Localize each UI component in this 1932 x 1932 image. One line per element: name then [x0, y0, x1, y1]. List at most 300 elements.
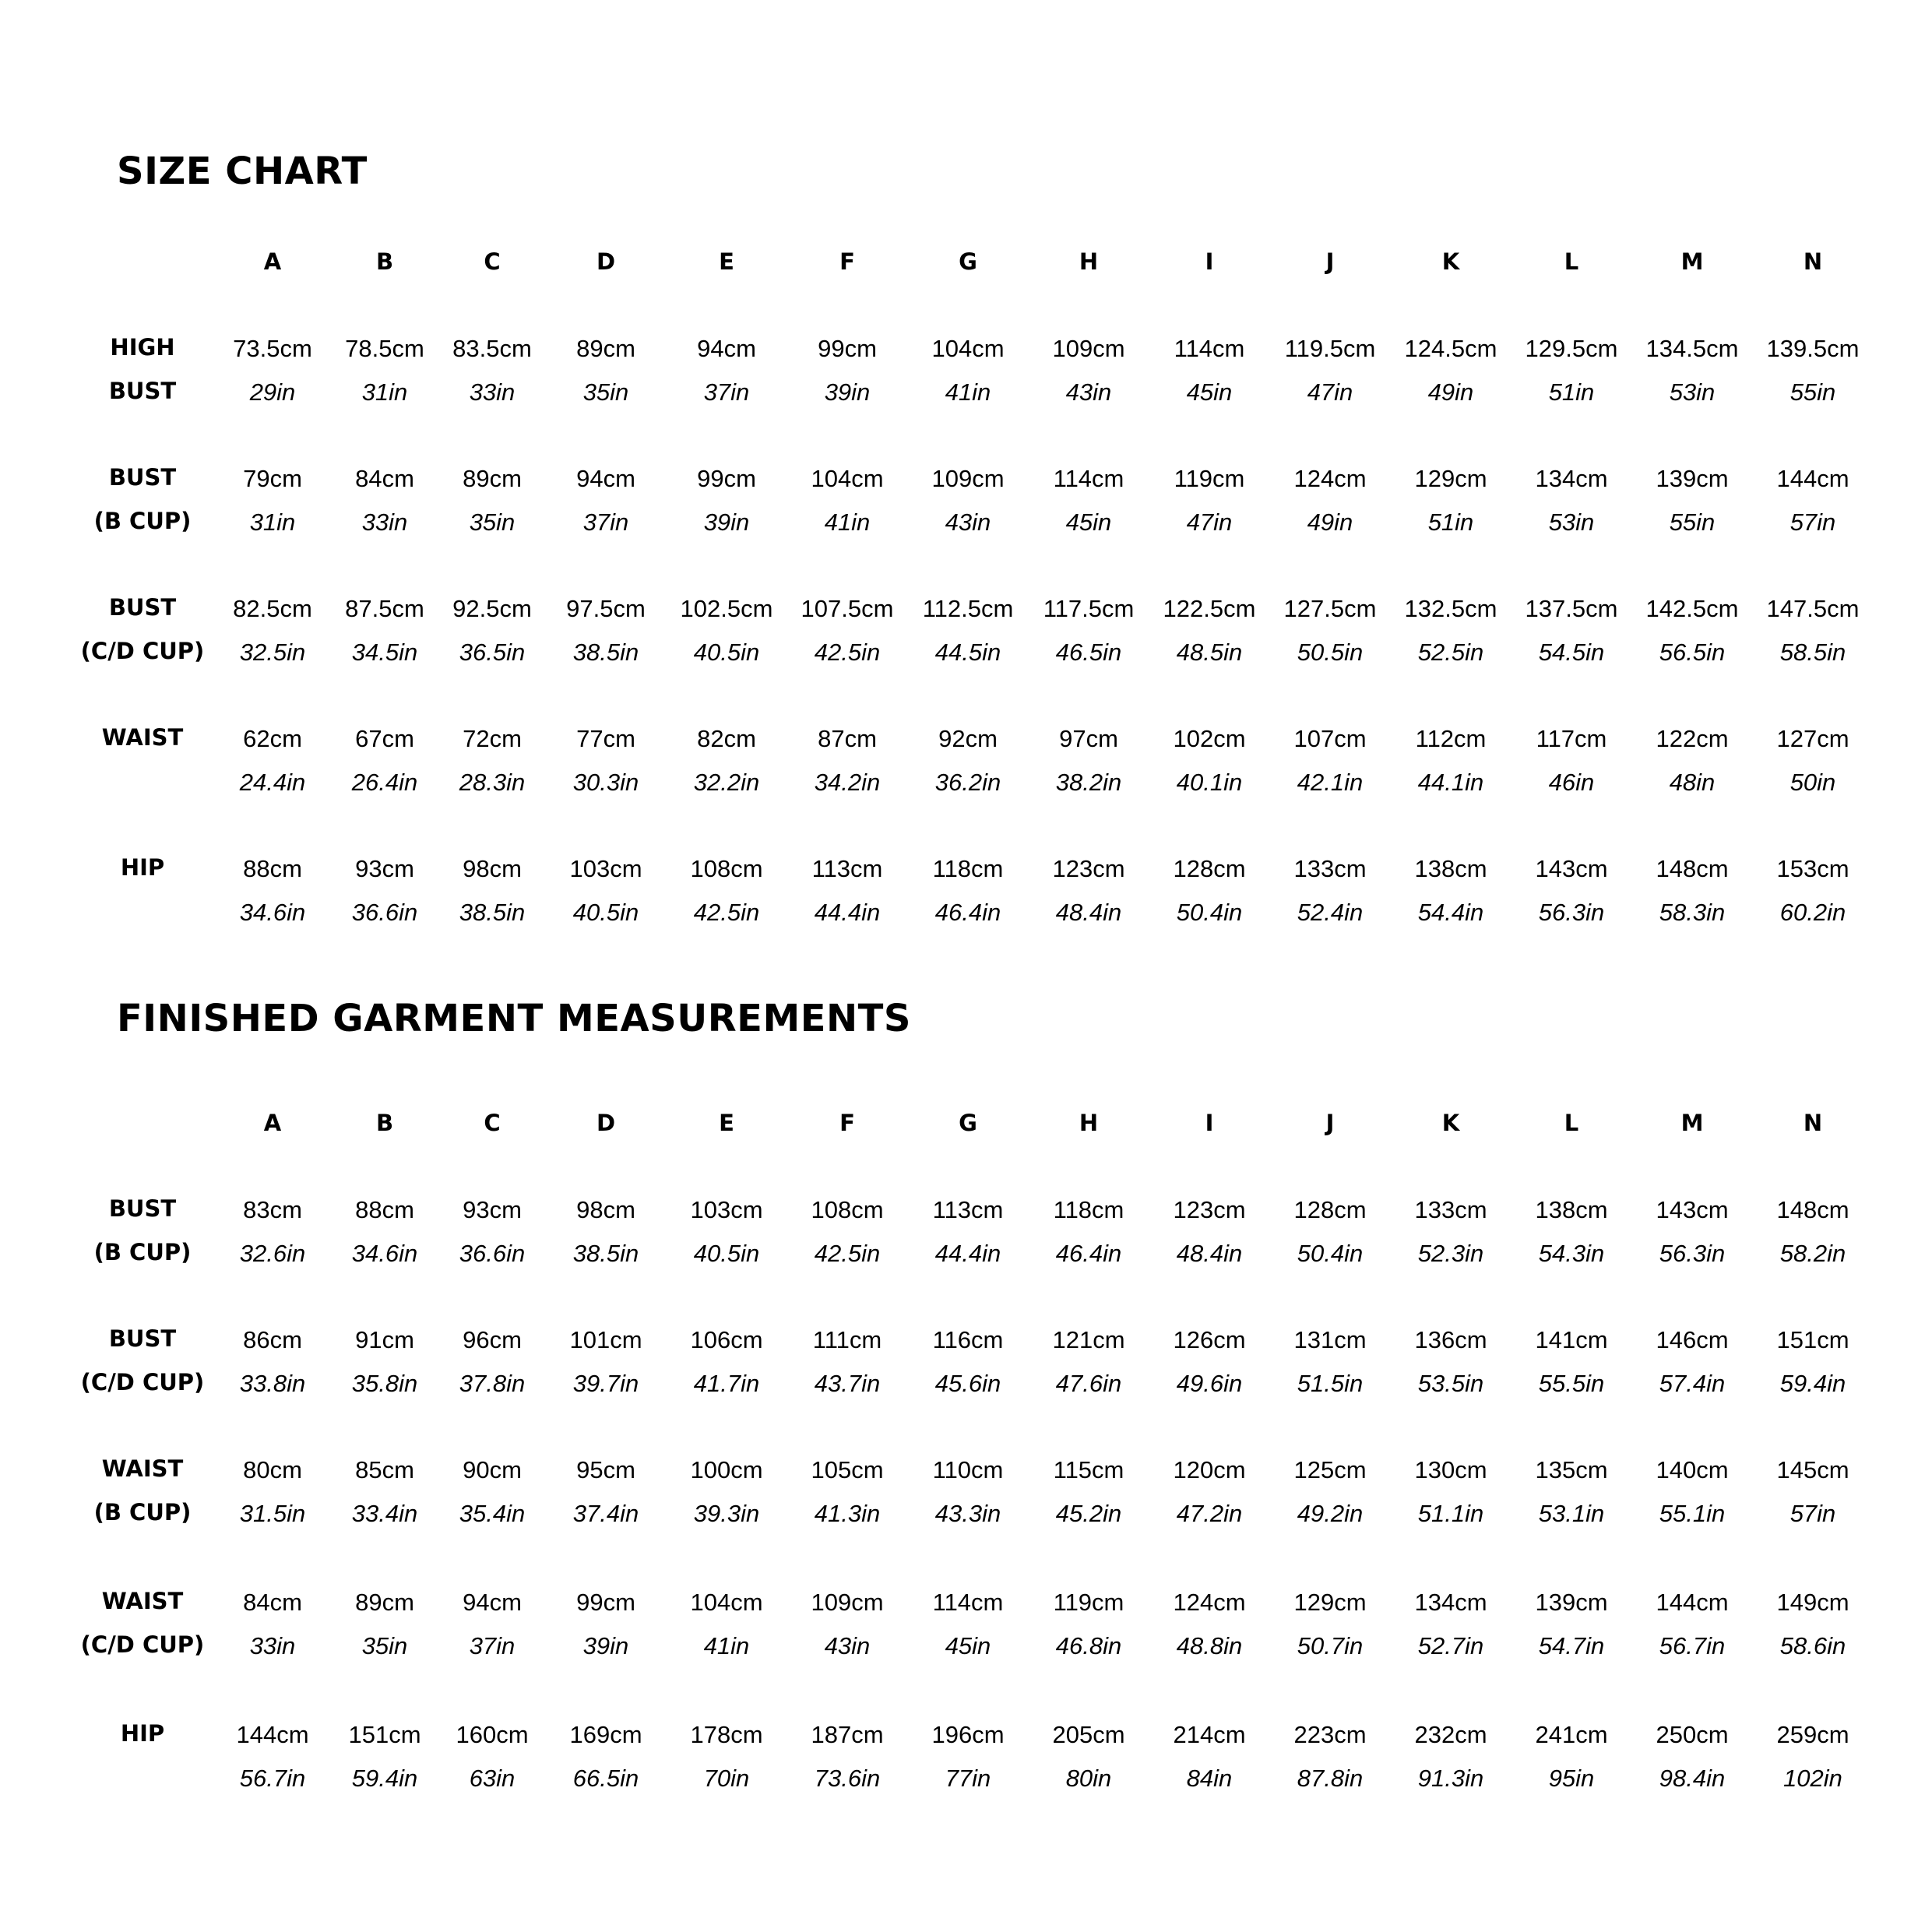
- inch-value: 38.5in: [572, 1240, 639, 1267]
- inch-value: 44.1in: [1417, 769, 1484, 796]
- cm-value: 111cm: [812, 1326, 882, 1353]
- cm-value: 138cm: [1535, 1196, 1608, 1223]
- inch-value: 33in: [249, 1632, 296, 1659]
- cm-value: 223cm: [1293, 1721, 1367, 1748]
- inch-value: 56.5in: [1659, 639, 1726, 666]
- column-header-a: A: [263, 1110, 282, 1136]
- cm-value: 127cm: [1776, 725, 1849, 752]
- row-label: BUST: [108, 464, 177, 491]
- cm-value: 117.5cm: [1043, 595, 1135, 622]
- inch-value: 52.3in: [1417, 1240, 1484, 1267]
- cm-value: 88cm: [355, 1196, 414, 1223]
- cm-value: 116cm: [932, 1326, 1004, 1353]
- cm-value: 89cm: [355, 1589, 414, 1616]
- inch-value: 52.5in: [1417, 639, 1484, 666]
- cm-value: 259cm: [1776, 1721, 1849, 1748]
- cm-value: 113cm: [932, 1196, 1004, 1223]
- inch-value: 40.5in: [693, 639, 760, 666]
- column-header-f: F: [839, 248, 855, 275]
- cm-value: 94cm: [697, 335, 756, 362]
- cm-value: 99cm: [697, 465, 756, 492]
- finished-garment-title: FINISHED GARMENT MEASUREMENTS: [117, 997, 911, 1040]
- inch-value: 26.4in: [351, 769, 418, 796]
- cm-value: 119cm: [1174, 465, 1245, 492]
- inch-value: 98.4in: [1659, 1765, 1726, 1792]
- cm-value: 103cm: [569, 855, 642, 882]
- cm-value: 87cm: [818, 725, 877, 752]
- cm-value: 160cm: [456, 1721, 529, 1748]
- row-label: WAIST: [101, 1588, 184, 1614]
- column-header-e: E: [719, 248, 734, 275]
- cm-value: 108cm: [690, 855, 763, 882]
- cm-value: 126cm: [1173, 1326, 1246, 1353]
- inch-value: 53.5in: [1417, 1370, 1484, 1397]
- cm-value: 139.5cm: [1766, 335, 1860, 362]
- inch-value: 91.3in: [1417, 1765, 1484, 1792]
- inch-value: 46.4in: [1055, 1240, 1122, 1267]
- inch-value: 38.5in: [459, 899, 526, 926]
- cm-value: 92.5cm: [452, 595, 532, 622]
- inch-value: 53.1in: [1538, 1500, 1605, 1527]
- inch-value: 39.3in: [693, 1500, 760, 1527]
- cm-value: 132.5cm: [1404, 595, 1497, 622]
- row-label: (B CUP): [93, 1499, 192, 1526]
- cm-value: 83.5cm: [452, 335, 532, 362]
- inch-value: 39in: [824, 378, 871, 406]
- inch-value: 38.5in: [572, 639, 639, 666]
- column-header-b: B: [375, 1110, 394, 1136]
- cm-value: 86cm: [243, 1326, 302, 1353]
- cm-value: 90cm: [463, 1456, 522, 1483]
- cm-value: 113cm: [811, 855, 883, 882]
- cm-value: 80cm: [243, 1456, 302, 1483]
- inch-value: 41.3in: [814, 1500, 881, 1527]
- inch-value: 56.3in: [1538, 899, 1605, 926]
- inch-value: 80in: [1065, 1765, 1112, 1792]
- inch-value: 34.6in: [351, 1240, 418, 1267]
- row-label: BUST: [108, 1325, 177, 1352]
- inch-value: 46.8in: [1055, 1632, 1122, 1659]
- cm-value: 145cm: [1776, 1456, 1849, 1483]
- inch-value: 57in: [1789, 509, 1836, 536]
- cm-value: 104cm: [690, 1589, 763, 1616]
- cm-value: 118cm: [932, 855, 1004, 882]
- cm-value: 187cm: [811, 1721, 884, 1748]
- inch-value: 32.2in: [693, 769, 760, 796]
- inch-value: 59.4in: [351, 1765, 418, 1792]
- cm-value: 169cm: [569, 1721, 642, 1748]
- inch-value: 66.5in: [572, 1765, 639, 1792]
- cm-value: 129cm: [1293, 1589, 1367, 1616]
- inch-value: 54.5in: [1538, 639, 1605, 666]
- inch-value: 34.5in: [351, 639, 418, 666]
- cm-value: 108cm: [811, 1196, 884, 1223]
- inch-value: 28.3in: [459, 769, 526, 796]
- cm-value: 122cm: [1656, 725, 1729, 752]
- row-label: (C/D CUP): [80, 638, 205, 664]
- column-header-g: G: [959, 248, 977, 275]
- inch-value: 37in: [703, 378, 750, 406]
- inch-value: 40.5in: [693, 1240, 760, 1267]
- cm-value: 79cm: [243, 465, 302, 492]
- inch-value: 47.6in: [1055, 1370, 1122, 1397]
- cm-value: 100cm: [690, 1456, 763, 1483]
- inch-value: 73.6in: [814, 1765, 881, 1792]
- cm-value: 232cm: [1414, 1721, 1487, 1748]
- cm-value: 135cm: [1535, 1456, 1608, 1483]
- inch-value: 46.5in: [1055, 639, 1122, 666]
- cm-value: 144cm: [1776, 465, 1849, 492]
- inch-value: 58.2in: [1779, 1240, 1846, 1267]
- cm-value: 139cm: [1656, 465, 1729, 492]
- cm-value: 98cm: [576, 1196, 635, 1223]
- row-label: (B CUP): [93, 1239, 192, 1265]
- cm-value: 109cm: [1052, 335, 1125, 362]
- row-label: (B CUP): [93, 508, 192, 534]
- cm-value: 133cm: [1293, 855, 1367, 882]
- column-header-e: E: [719, 1110, 734, 1136]
- column-header-c: C: [484, 248, 501, 275]
- cm-value: 89cm: [463, 465, 522, 492]
- cm-value: 148cm: [1656, 855, 1729, 882]
- row-label: (C/D CUP): [80, 1631, 205, 1658]
- cm-value: 109cm: [931, 465, 1005, 492]
- cm-value: 87.5cm: [345, 595, 424, 622]
- column-header-m: M: [1680, 248, 1704, 275]
- cm-value: 112.5cm: [922, 595, 1014, 622]
- inch-value: 45in: [945, 1632, 991, 1659]
- inch-value: 70in: [703, 1765, 750, 1792]
- cm-value: 128cm: [1293, 1196, 1367, 1223]
- cm-value: 115cm: [1053, 1456, 1124, 1483]
- inch-value: 42.5in: [814, 639, 881, 666]
- inch-value: 38.2in: [1055, 769, 1122, 796]
- column-header-j: J: [1325, 1110, 1335, 1136]
- inch-value: 45in: [1065, 509, 1112, 536]
- inch-value: 43.3in: [934, 1500, 1001, 1527]
- cm-value: 143cm: [1656, 1196, 1729, 1223]
- cm-value: 124cm: [1293, 465, 1367, 492]
- inch-value: 53in: [1548, 509, 1595, 536]
- inch-value: 47.2in: [1176, 1500, 1243, 1527]
- inch-value: 35in: [361, 1632, 408, 1659]
- cm-value: 99cm: [576, 1589, 635, 1616]
- cm-value: 131cm: [1293, 1326, 1367, 1353]
- cm-value: 134cm: [1414, 1589, 1487, 1616]
- inch-value: 43.7in: [814, 1370, 881, 1397]
- inch-value: 46.4in: [934, 899, 1001, 926]
- cm-value: 78.5cm: [345, 335, 424, 362]
- cm-value: 143cm: [1535, 855, 1608, 882]
- inch-value: 50.7in: [1297, 1632, 1364, 1659]
- inch-value: 51.5in: [1297, 1370, 1364, 1397]
- cm-value: 146cm: [1656, 1326, 1729, 1353]
- inch-value: 84in: [1186, 1765, 1233, 1792]
- inch-value: 48in: [1669, 769, 1716, 796]
- row-label: (C/D CUP): [80, 1369, 205, 1395]
- cm-value: 196cm: [931, 1721, 1005, 1748]
- cm-value: 112cm: [1415, 725, 1487, 752]
- inch-value: 58.5in: [1779, 639, 1846, 666]
- cm-value: 118cm: [1053, 1196, 1124, 1223]
- cm-value: 82cm: [697, 725, 756, 752]
- inch-value: 50in: [1789, 769, 1836, 796]
- inch-value: 48.4in: [1176, 1240, 1243, 1267]
- cm-value: 123cm: [1173, 1196, 1246, 1223]
- inch-value: 45in: [1186, 378, 1233, 406]
- column-header-i: I: [1205, 248, 1214, 275]
- cm-value: 129.5cm: [1525, 335, 1618, 362]
- inch-value: 51in: [1427, 509, 1474, 536]
- cm-value: 114cm: [1053, 465, 1124, 492]
- cm-value: 114cm: [1174, 335, 1245, 362]
- inch-value: 51.1in: [1417, 1500, 1484, 1527]
- cm-value: 98cm: [463, 855, 522, 882]
- cm-value: 114cm: [932, 1589, 1004, 1616]
- cm-value: 93cm: [355, 855, 414, 882]
- cm-value: 82.5cm: [233, 595, 312, 622]
- inch-value: 50.5in: [1297, 639, 1364, 666]
- cm-value: 91cm: [355, 1326, 414, 1353]
- column-header-h: H: [1079, 248, 1099, 275]
- inch-value: 41in: [945, 378, 991, 406]
- inch-value: 43in: [1065, 378, 1112, 406]
- cm-value: 178cm: [690, 1721, 763, 1748]
- cm-value: 119cm: [1053, 1589, 1124, 1616]
- row-label: WAIST: [101, 724, 184, 751]
- inch-value: 34.2in: [814, 769, 881, 796]
- inch-value: 48.8in: [1176, 1632, 1243, 1659]
- inch-value: 32.6in: [239, 1240, 306, 1267]
- inch-value: 49.6in: [1176, 1370, 1243, 1397]
- cm-value: 130cm: [1414, 1456, 1487, 1483]
- inch-value: 48.4in: [1055, 899, 1122, 926]
- cm-value: 125cm: [1293, 1456, 1367, 1483]
- inch-value: 47in: [1307, 378, 1353, 406]
- inch-value: 40.1in: [1176, 769, 1243, 796]
- column-header-m: M: [1680, 1110, 1704, 1136]
- cm-value: 117cm: [1536, 725, 1607, 752]
- inch-value: 39in: [703, 509, 750, 536]
- cm-value: 138cm: [1414, 855, 1487, 882]
- cm-value: 88cm: [243, 855, 302, 882]
- cm-value: 142.5cm: [1645, 595, 1739, 622]
- cm-value: 105cm: [811, 1456, 884, 1483]
- cm-value: 83cm: [243, 1196, 302, 1223]
- cm-value: 93cm: [463, 1196, 522, 1223]
- cm-value: 103cm: [690, 1196, 763, 1223]
- inch-value: 43in: [824, 1632, 871, 1659]
- cm-value: 104cm: [931, 335, 1005, 362]
- inch-value: 35.4in: [459, 1500, 526, 1527]
- cm-value: 136cm: [1414, 1326, 1487, 1353]
- inch-value: 54.7in: [1538, 1632, 1605, 1659]
- inch-value: 32.5in: [239, 639, 306, 666]
- inch-value: 63in: [469, 1765, 516, 1792]
- row-label: HIP: [120, 854, 165, 881]
- cm-value: 67cm: [355, 725, 414, 752]
- cm-value: 137.5cm: [1525, 595, 1618, 622]
- inch-value: 45.6in: [934, 1370, 1001, 1397]
- cm-value: 102.5cm: [680, 595, 773, 622]
- inch-value: 47in: [1186, 509, 1233, 536]
- inch-value: 49.2in: [1297, 1500, 1364, 1527]
- inch-value: 39in: [582, 1632, 629, 1659]
- cm-value: 84cm: [355, 465, 414, 492]
- inch-value: 31in: [361, 378, 408, 406]
- cm-value: 241cm: [1535, 1721, 1608, 1748]
- cm-value: 121cm: [1052, 1326, 1125, 1353]
- inch-value: 37in: [582, 509, 629, 536]
- inch-value: 55.5in: [1538, 1370, 1605, 1397]
- column-header-d: D: [596, 248, 616, 275]
- cm-value: 85cm: [355, 1456, 414, 1483]
- row-label: HIP: [120, 1720, 165, 1747]
- inch-value: 44.4in: [934, 1240, 1001, 1267]
- cm-value: 134cm: [1535, 465, 1608, 492]
- inch-value: 33.8in: [239, 1370, 306, 1397]
- inch-value: 87.8in: [1297, 1765, 1364, 1792]
- column-header-n: N: [1803, 1110, 1823, 1136]
- cm-value: 84cm: [243, 1589, 302, 1616]
- inch-value: 60.2in: [1779, 899, 1846, 926]
- inch-value: 36.5in: [459, 639, 526, 666]
- inch-value: 46in: [1548, 769, 1595, 796]
- cm-value: 77cm: [576, 725, 635, 752]
- cm-value: 151cm: [1776, 1326, 1849, 1353]
- inch-value: 56.7in: [1659, 1632, 1726, 1659]
- row-label: WAIST: [101, 1455, 184, 1482]
- inch-value: 49in: [1427, 378, 1474, 406]
- inch-value: 53in: [1669, 378, 1716, 406]
- inch-value: 54.4in: [1417, 899, 1484, 926]
- column-header-k: K: [1441, 248, 1460, 275]
- column-header-g: G: [959, 1110, 977, 1136]
- cm-value: 94cm: [463, 1589, 522, 1616]
- cm-value: 139cm: [1535, 1589, 1608, 1616]
- inch-value: 33in: [361, 509, 408, 536]
- cm-value: 99cm: [818, 335, 877, 362]
- inch-value: 52.4in: [1297, 899, 1364, 926]
- row-label: BUST: [108, 378, 177, 404]
- inch-value: 49in: [1307, 509, 1353, 536]
- inch-value: 50.4in: [1297, 1240, 1364, 1267]
- column-header-j: J: [1325, 248, 1335, 275]
- inch-value: 58.3in: [1659, 899, 1726, 926]
- cm-value: 133cm: [1414, 1196, 1487, 1223]
- inch-value: 42.1in: [1297, 769, 1364, 796]
- cm-value: 144cm: [1656, 1589, 1729, 1616]
- column-header-n: N: [1803, 248, 1823, 275]
- cm-value: 124cm: [1173, 1589, 1246, 1616]
- inch-value: 54.3in: [1538, 1240, 1605, 1267]
- cm-value: 151cm: [348, 1721, 421, 1748]
- inch-value: 36.2in: [934, 769, 1001, 796]
- cm-value: 141cm: [1535, 1326, 1608, 1353]
- inch-value: 41in: [824, 509, 871, 536]
- inch-value: 56.7in: [239, 1765, 306, 1792]
- inch-value: 58.6in: [1779, 1632, 1846, 1659]
- cm-value: 62cm: [243, 725, 302, 752]
- column-header-a: A: [263, 248, 282, 275]
- inch-value: 36.6in: [459, 1240, 526, 1267]
- cm-value: 205cm: [1052, 1721, 1125, 1748]
- cm-value: 73.5cm: [233, 335, 312, 362]
- inch-value: 50.4in: [1176, 899, 1243, 926]
- cm-value: 94cm: [576, 465, 635, 492]
- inch-value: 102in: [1783, 1765, 1842, 1792]
- cm-value: 119.5cm: [1284, 335, 1376, 362]
- inch-value: 95in: [1548, 1765, 1595, 1792]
- inch-value: 45.2in: [1055, 1500, 1122, 1527]
- inch-value: 29in: [249, 378, 296, 406]
- inch-value: 35in: [469, 509, 516, 536]
- size-chart-title: SIZE CHART: [117, 150, 368, 193]
- cm-value: 110cm: [932, 1456, 1004, 1483]
- column-header-d: D: [596, 1110, 616, 1136]
- cm-value: 127.5cm: [1283, 595, 1377, 622]
- inch-value: 59.4in: [1779, 1370, 1846, 1397]
- cm-value: 72cm: [463, 725, 522, 752]
- cm-value: 89cm: [576, 335, 635, 362]
- cm-value: 144cm: [236, 1721, 309, 1748]
- column-header-h: H: [1079, 1110, 1099, 1136]
- inch-value: 55in: [1669, 509, 1716, 536]
- inch-value: 52.7in: [1417, 1632, 1484, 1659]
- column-header-i: I: [1205, 1110, 1214, 1136]
- cm-value: 140cm: [1656, 1456, 1729, 1483]
- inch-value: 57.4in: [1659, 1370, 1726, 1397]
- cm-value: 214cm: [1173, 1721, 1246, 1748]
- cm-value: 101cm: [569, 1326, 642, 1353]
- inch-value: 55.1in: [1659, 1500, 1726, 1527]
- cm-value: 107cm: [1293, 725, 1367, 752]
- inch-value: 41.7in: [693, 1370, 760, 1397]
- cm-value: 97cm: [1059, 725, 1118, 752]
- inch-value: 35.8in: [351, 1370, 418, 1397]
- inch-value: 40.5in: [572, 899, 639, 926]
- cm-value: 128cm: [1173, 855, 1246, 882]
- column-header-f: F: [839, 1110, 855, 1136]
- cm-value: 107.5cm: [801, 595, 894, 622]
- inch-value: 31.5in: [239, 1500, 306, 1527]
- inch-value: 37in: [469, 1632, 516, 1659]
- inch-value: 57in: [1789, 1500, 1836, 1527]
- column-header-l: L: [1564, 248, 1579, 275]
- inch-value: 42.5in: [814, 1240, 881, 1267]
- inch-value: 77in: [945, 1765, 991, 1792]
- row-label: HIGH: [110, 334, 175, 361]
- cm-value: 134.5cm: [1645, 335, 1739, 362]
- cm-value: 153cm: [1776, 855, 1849, 882]
- column-header-l: L: [1564, 1110, 1579, 1136]
- cm-value: 122.5cm: [1163, 595, 1256, 622]
- inch-value: 36.6in: [351, 899, 418, 926]
- cm-value: 148cm: [1776, 1196, 1849, 1223]
- inch-value: 51in: [1548, 378, 1595, 406]
- cm-value: 96cm: [463, 1326, 522, 1353]
- inch-value: 35in: [582, 378, 629, 406]
- cm-value: 147.5cm: [1766, 595, 1860, 622]
- cm-value: 92cm: [938, 725, 998, 752]
- cm-value: 97.5cm: [566, 595, 646, 622]
- inch-value: 44.4in: [814, 899, 881, 926]
- column-header-b: B: [375, 248, 394, 275]
- column-header-k: K: [1441, 1110, 1460, 1136]
- inch-value: 37.8in: [459, 1370, 526, 1397]
- cm-value: 124.5cm: [1404, 335, 1497, 362]
- cm-value: 250cm: [1656, 1721, 1729, 1748]
